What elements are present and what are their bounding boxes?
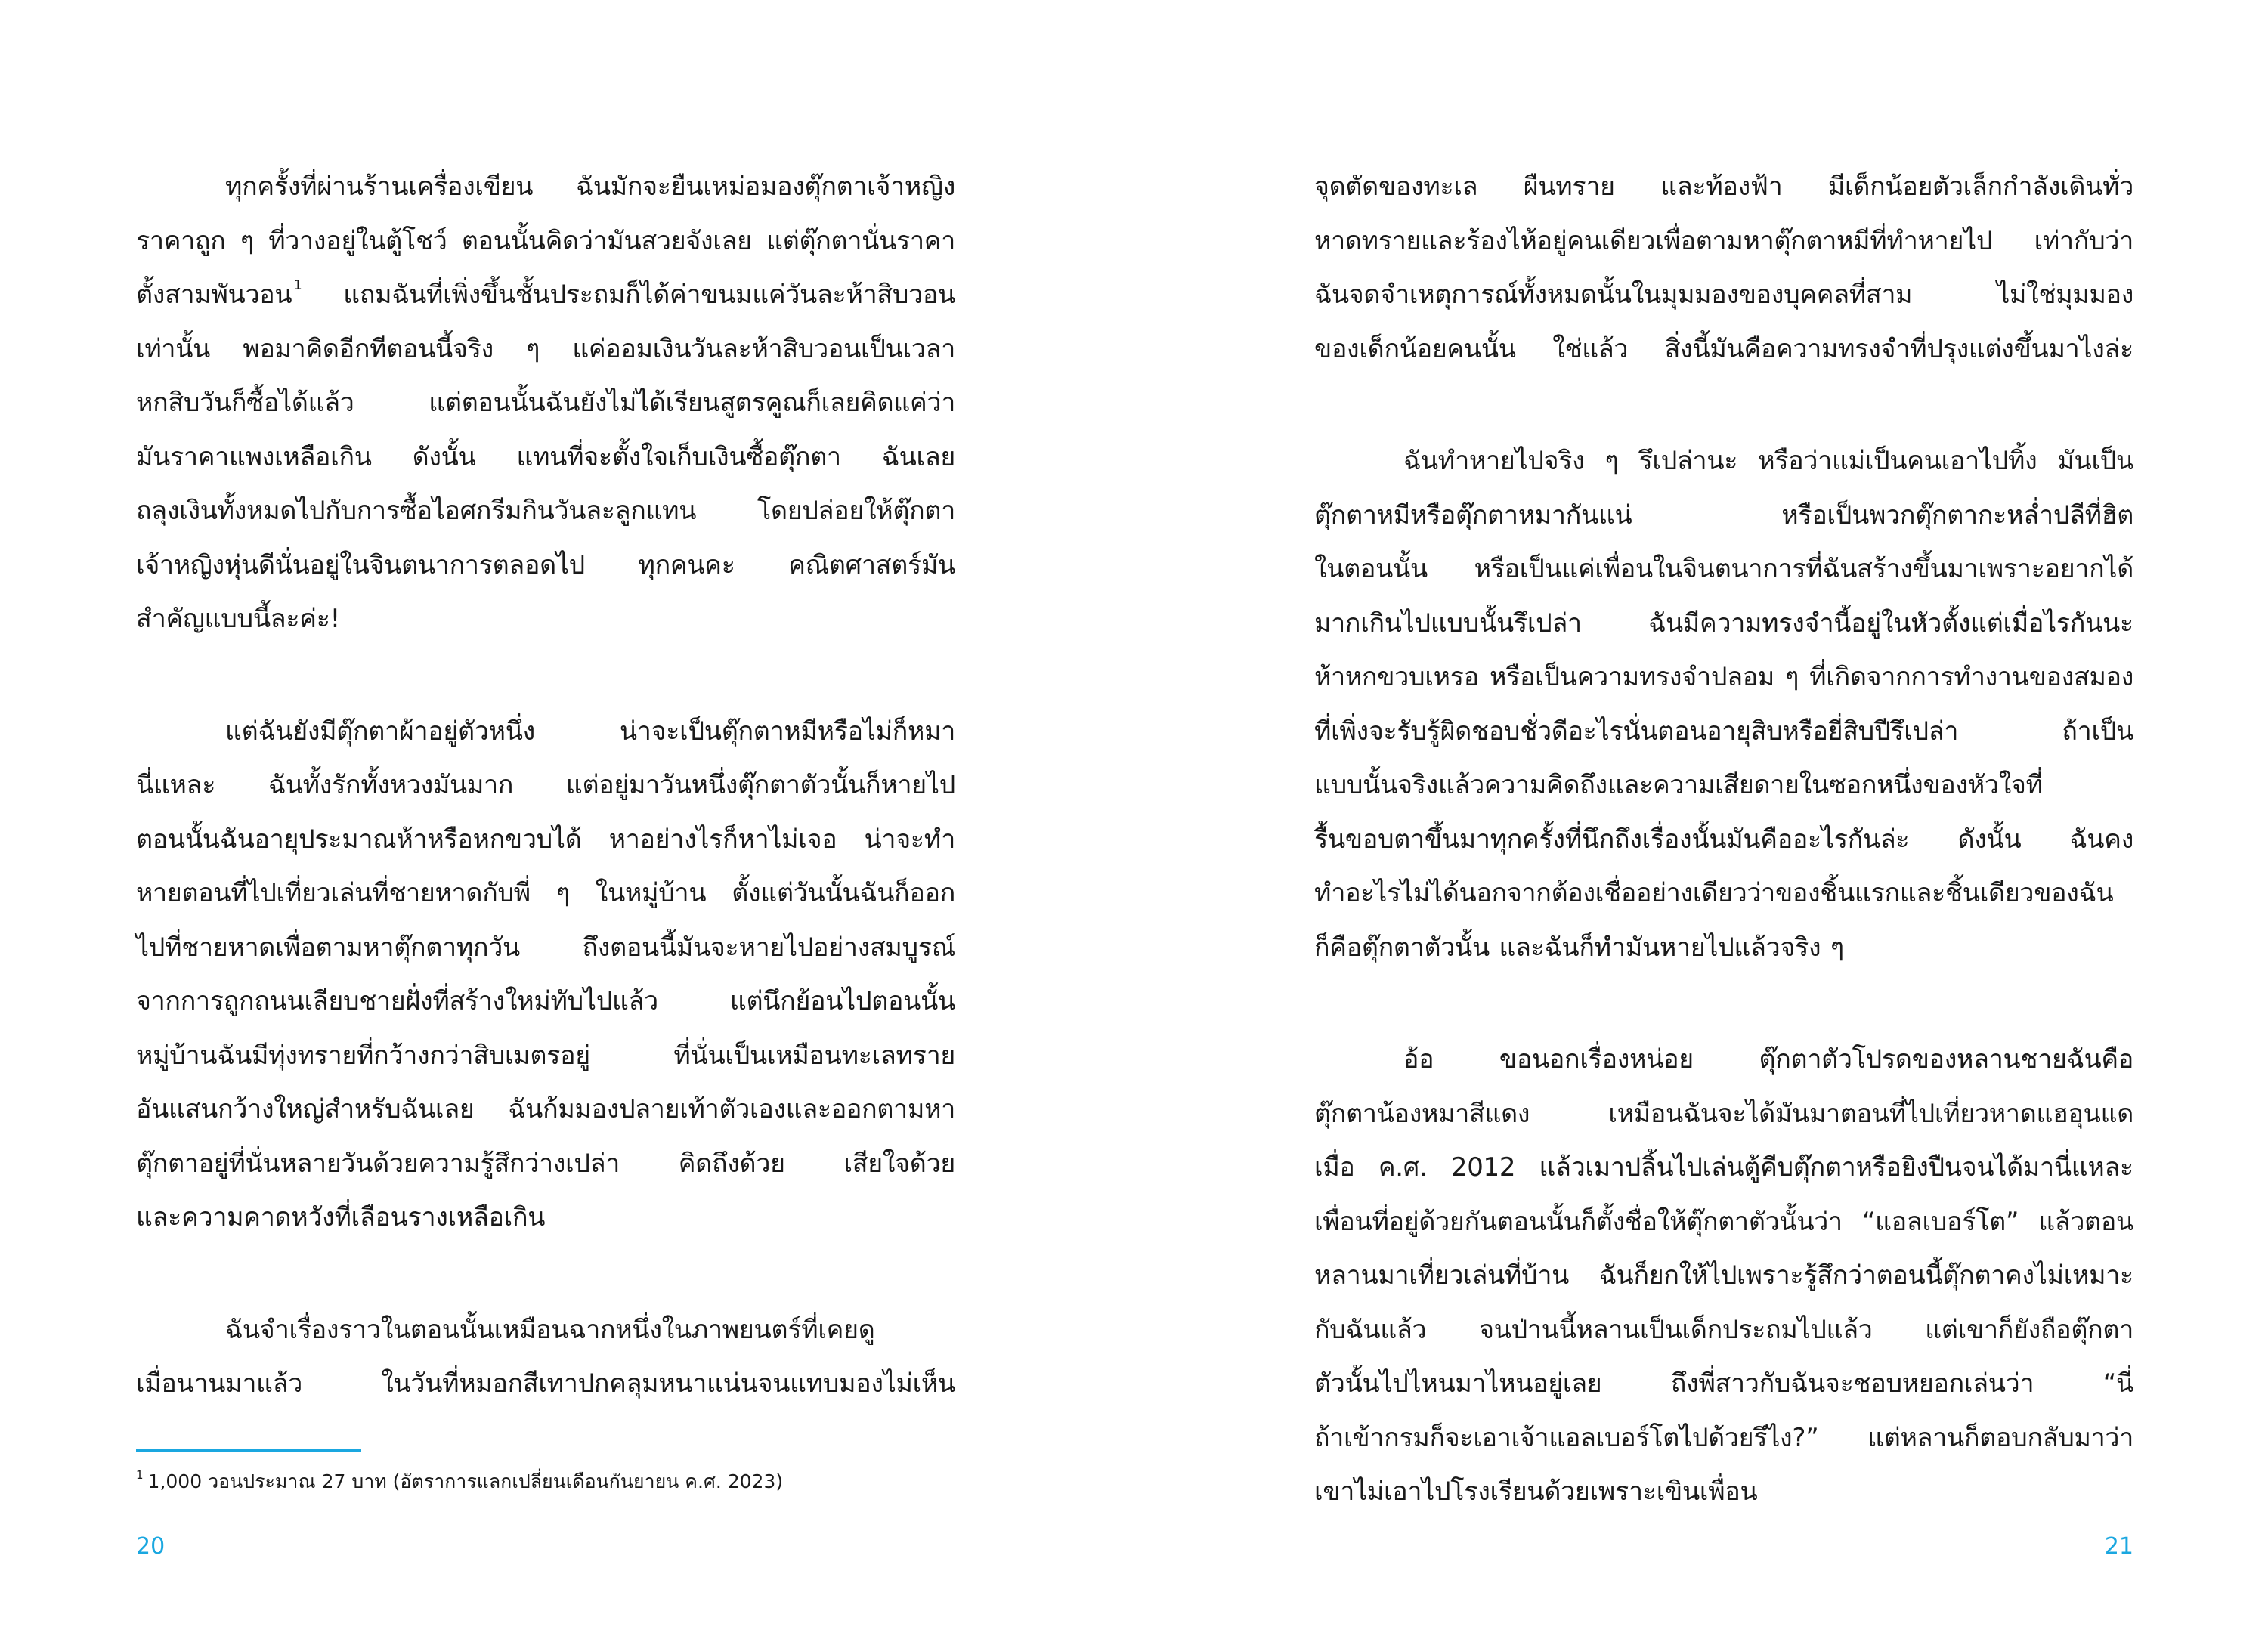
text-line: ตุ๊กตาอยู่ที่นั่นหลายวันด้วยความรู้สึกว่างเปล่า คิดถึงด้วย เสียใจด้วย	[136, 1148, 955, 1179]
text-line: สำคัญแบบนี้ละค่ะ!	[136, 604, 341, 634]
paragraph-3	[136, 1303, 955, 1412]
paragraph-1	[136, 160, 955, 647]
text-line: หายตอนที่ไปเที่ยวเล่นที่ชายหาดกับพี่ ๆ ในหมู่บ้าน ตั้งแต่วันนั้นฉันก็ออก	[136, 878, 955, 908]
text-line: ทำอะไรไม่ได้นอกจากต้องเชื่ออย่างเดียวว่าของชิ้นแรกและชิ้นเดียวของฉัน	[1314, 878, 2114, 908]
text-line	[136, 268, 955, 323]
text-line: ฉันทำหายไปจริง ๆ รึเปล่านะ หรือว่าแม่เป็นคนเอาไปทิ้ง มันเป็น	[1403, 446, 2133, 476]
page-number-left: 20	[136, 1533, 166, 1560]
paragraph-3	[1314, 1033, 2133, 1520]
text-line: เพื่อนที่อยู่ด้วยกันตอนนั้นก็ตั้งชื่อให้ตุ๊กตาตัวนั้นว่า “แอลเบอร์โต” แล้วตอน	[1314, 1206, 2133, 1237]
text-line: แต่ฉันยังมีตุ๊กตาผ้าอยู่ตัวหนึ่ง น่าจะเป็นตุ๊กตาหมีหรือไม่ก็หมา	[225, 716, 955, 747]
text-line: นี่แหละ ฉันทั้งรักทั้งหวงมันมาก แต่อยู่มาวันหนึ่งตุ๊กตาตัวนั้นก็หายไป	[136, 770, 955, 800]
text-line: ถ้าเข้ากรมก็จะเอาเจ้าแอลเบอร์โตไปด้วยรึไง?” แต่หลานก็ตอบกลับมาว่า	[1314, 1422, 2133, 1453]
text-line: ในตอนนั้น หรือเป็นแค่เพื่อนในจินตนาการที่ฉันสร้างขึ้นมาเพราะอยากได้	[1314, 554, 2133, 584]
text-line: ทุกครั้งที่ผ่านร้านเครื่องเขียน ฉันมักจะยืนเหม่อมองตุ๊กตาเจ้าหญิง	[225, 172, 955, 202]
footnote-reference[interactable]: 1	[293, 277, 302, 293]
text-line: กับฉันแล้ว จนป่านนี้หลานเป็นเด็กประถมไปแล้ว แต่เขาก็ยังถือตุ๊กตา	[1314, 1314, 2133, 1345]
footnote	[136, 1470, 783, 1494]
text-line: แบบนั้นจริงแล้วความคิดถึงและความเสียดายในซอกหนึ่งของหัวใจที่	[1314, 770, 2043, 800]
footnote-text: 1,000 วอนประมาณ 27 บาท (อัตราการแลกเปลี่ยนเดือนกันยายน ค.ศ. 2023)	[147, 1470, 784, 1492]
text-line: ก็คือตุ๊กตาตัวนั้น และฉันก็ทำมันหายไปแล้วจริง ๆ	[1314, 932, 1844, 963]
text-line: ฉันจำเรื่องราวในตอนนั้นเหมือนฉากหนึ่งในภาพยนตร์ที่เคยดู	[225, 1314, 875, 1345]
text-line: เมื่อ ค.ศ. 2012 แล้วเมาปลิ้นไปเล่นตู้คีบตุ๊กตาหรือยิงปืนจนได้มานี่แหละ	[1314, 1152, 2133, 1183]
text-line: จากการถูกถนนเลียบชายฝั่งที่สร้างใหม่ทับไปแล้ว แต่นึกย้อนไปตอนนั้น	[136, 986, 955, 1016]
text-line: มากเกินไปแบบนั้นรึเปล่า ฉันมีความทรงจำนี้อยู่ในหัวตั้งแต่เมื่อไรกันนะ	[1314, 608, 2133, 639]
text-line: ที่เพิ่งจะรับรู้ผิดชอบชั่วดีอะไรนั่นตอนอายุสิบหรือยี่สิบปีรึเปล่า ถ้าเป็น	[1314, 716, 2133, 747]
text-line: หมู่บ้านฉันมีทุ่งทรายที่กว้างกว่าสิบเมตรอยู่ ที่นั่นเป็นเหมือนทะเลทราย	[136, 1040, 955, 1071]
text-line: อันแสนกว้างใหญ่สำหรับฉันเลย ฉันก้มมองปลายเท้าตัวเองและออกตามหา	[136, 1094, 955, 1124]
footnote-marker: 1	[136, 1468, 144, 1482]
right-page	[1134, 0, 2268, 1645]
text-line: อ้อ ขอนอกเรื่องหน่อย ตุ๊กตาตัวโปรดของหลานชายฉันคือ	[1403, 1044, 2133, 1075]
text-line: ถลุงเงินทั้งหมดไปกับการซื้อไอศกรีมกินวันละลูกแทน โดยปล่อยให้ตุ๊กตา	[136, 496, 955, 526]
text-line: ราคาถูก ๆ ที่วางอยู่ในตู้โชว์ ตอนนั้นคิดว่ามันสวยจังเลย แต่ตุ๊กตานั่นราคา	[136, 225, 955, 256]
text-line: ห้าหกขวบเหรอ หรือเป็นความทรงจำปลอม ๆ ที่เกิดจากการทำงานของสมอง	[1314, 662, 2133, 692]
text-line: เขาไม่เอาไปโรงเรียนด้วยเพราะเขินเพื่อน	[1314, 1476, 1758, 1507]
text-line: ไปที่ชายหาดเพื่อตามหาตุ๊กตาทุกวัน ถึงตอนนี้มันจะหายไปอย่างสมบูรณ์	[136, 932, 955, 963]
text-line: เมื่อนานมาแล้ว ในวันที่หมอกสีเทาปกคลุมหนาแน่นจนแทบมองไม่เห็น	[136, 1368, 955, 1399]
paragraph-2	[1314, 434, 2133, 975]
text-line: รื้นขอบตาขึ้นมาทุกครั้งที่นึกถึงเรื่องนั้นมันคืออะไรกันล่ะ ดังนั้น ฉันคง	[1314, 824, 2133, 855]
page-number-right: 21	[2104, 1533, 2133, 1560]
footnote-divider	[136, 1449, 361, 1452]
text-line: ฉันจดจำเหตุการณ์ทั้งหมดนั้นในมุมมองของบุคคลที่สาม ไม่ใช่มุมมอง	[1314, 280, 2133, 310]
text-line: มันราคาแพงเหลือเกิน ดังนั้น แทนที่จะตั้งใจเก็บเงินซื้อตุ๊กตา ฉันเลย	[136, 441, 955, 472]
left-text-column	[136, 160, 955, 1412]
right-text-column	[1314, 160, 2133, 1520]
text-line: หลานมาเที่ยวเล่นที่บ้าน ฉันก็ยกให้ไปเพราะรู้สึกว่าตอนนี้ตุ๊กตาคงไม่เหมาะ	[1314, 1260, 2133, 1291]
text-line: ตอนนั้นฉันอายุประมาณห้าหรือหกขวบได้ หาอย่างไรก็หาไม่เจอ น่าจะทำ	[136, 824, 955, 855]
text-line: และความคาดหวังที่เลือนรางเหลือเกิน	[136, 1202, 546, 1232]
text-line: ตุ๊กตาหมีหรือตุ๊กตาหมากันแน่ หรือเป็นพวกตุ๊กตากะหล่ำปลีที่ฮิต	[1314, 499, 2133, 530]
paragraph-2	[136, 705, 955, 1245]
text-line: หาดทรายและร้องไห้อยู่คนเดียวเพื่อตามหาตุ๊กตาหมีที่ทำหายไป เท่ากับว่า	[1314, 225, 2133, 256]
text-line: ของเด็กน้อยคนนั้น ใช่แล้ว สิ่งนี้มันคือความทรงจำที่ปรุงแต่งขึ้นมาไงล่ะ	[1314, 333, 2133, 364]
paragraph-1	[1314, 160, 2133, 376]
text-line: ตัวนั้นไปไหนมาไหนอยู่เลย ถึงพี่สาวกับฉันจะชอบหยอกเล่นว่า “นี่	[1314, 1368, 2133, 1399]
text-line: หกสิบวันก็ซื้อได้แล้ว แต่ตอนนั้นฉันยังไม่ได้เรียนสูตรคูณก็เลยคิดแค่ว่า	[136, 388, 955, 418]
text-line: ตุ๊กตาน้องหมาสีแดง เหมือนฉันจะได้มันมาตอนที่ไปเที่ยวหาดแฮอุนแด	[1314, 1098, 2133, 1129]
text-line: เจ้าหญิงหุ่นดีนั่นอยู่ในจินตนาการตลอดไป ทุกคนคะ คณิตศาสตร์มัน	[136, 549, 955, 580]
text-fragment: แถมฉันที่เพิ่งขึ้นชั้นประถมก็ได้ค่าขนมแค่วันละห้าสิบวอน	[302, 280, 955, 310]
text-line: เท่านั้น พอมาคิดอีกทีตอนนี้จริง ๆ แค่ออมเงินวันละห้าสิบวอนเป็นเวลา	[136, 333, 955, 364]
text-fragment: ตั้งสามพันวอน	[136, 280, 292, 310]
text-line: จุดตัดของทะเล ผืนทราย และท้องฟ้า มีเด็กน้อยตัวเล็กกำลังเดินทั่ว	[1314, 172, 2133, 202]
